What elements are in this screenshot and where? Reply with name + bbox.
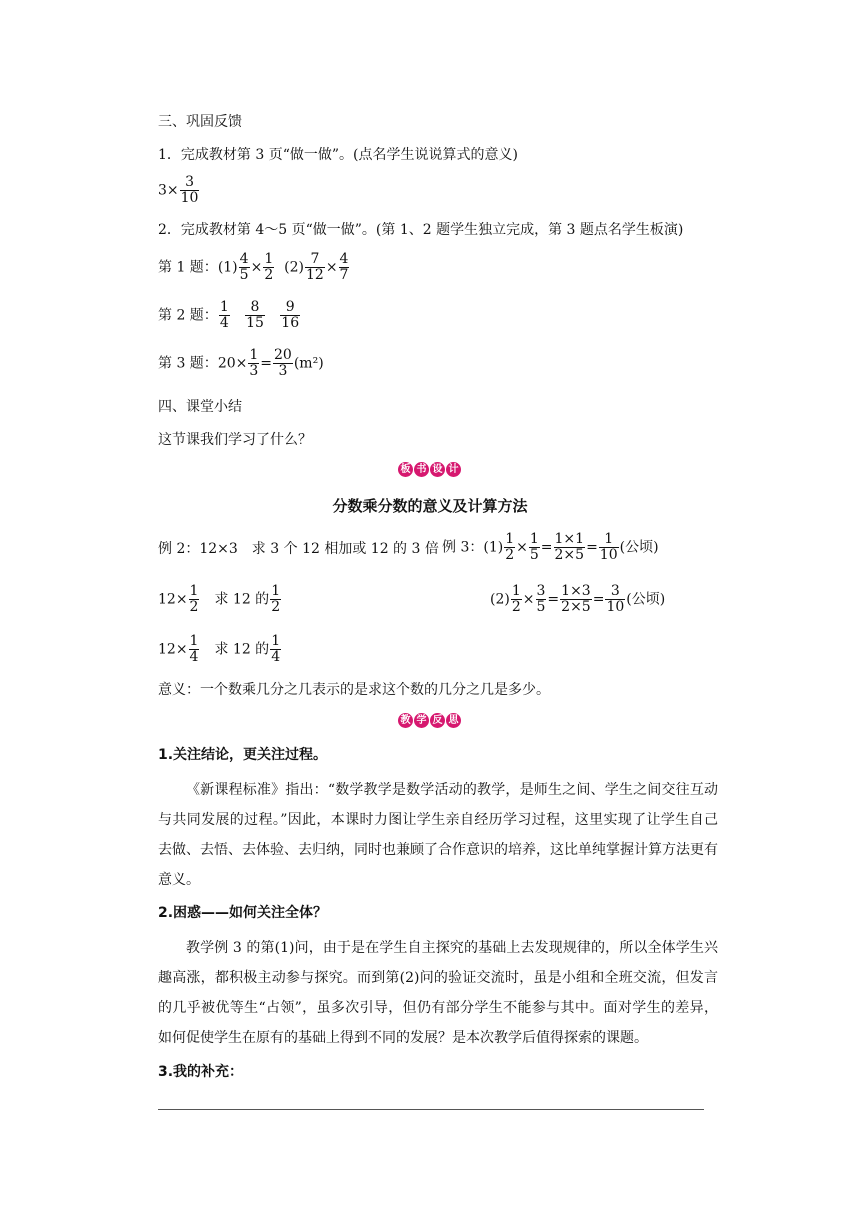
reflection-paragraph-2: 教学例 3 的第(1)问，由于是在学生自主探究的基础上去发现规律的，所以全体学生兴趣高涨，都积极主动参与探究。而到第(2)问的验证交流时，虽是小组和全班交流，但发言的几乎被优等生“占领”，虽多次引导，但仍有部分学生不能参与其中。面对学生的差异，如何促使学生在原有的基础上得到不同的发展？是本次教学后值得探索的课题。 bbox=[158, 940, 718, 1046]
section-heading-4: 四、课堂小结 bbox=[158, 399, 242, 415]
unit: (公顷) bbox=[626, 591, 666, 608]
teaching-reflection-badge bbox=[398, 713, 461, 728]
denominator: 2 bbox=[511, 599, 521, 615]
numerator: 1 bbox=[505, 531, 515, 547]
denominator: 2 bbox=[271, 599, 281, 615]
reflection-heading-1: 1.关注结论，更关注过程。 bbox=[158, 747, 328, 763]
example-label: 例 3：(1) bbox=[442, 539, 504, 556]
denominator: 2 bbox=[264, 267, 274, 283]
fraction bbox=[189, 634, 200, 665]
fraction bbox=[273, 348, 293, 379]
fraction bbox=[270, 634, 281, 665]
exercise-1-answer bbox=[158, 175, 200, 206]
badge-char: 学 bbox=[414, 713, 429, 728]
fraction bbox=[560, 584, 592, 615]
numerator: 20 bbox=[274, 347, 292, 363]
numerator: 1 bbox=[599, 532, 619, 548]
denominator: 10 bbox=[180, 190, 199, 206]
board-design-badge bbox=[398, 462, 461, 477]
times-sign: × bbox=[325, 259, 338, 276]
fraction bbox=[245, 300, 265, 331]
fraction bbox=[536, 584, 547, 615]
numerator: 1 bbox=[511, 583, 521, 599]
fraction bbox=[339, 252, 350, 283]
fraction bbox=[263, 252, 274, 283]
reflection-heading-2: 2.困惑——如何关注全体？ bbox=[158, 905, 328, 921]
badge-char: 书 bbox=[414, 462, 429, 477]
reflection-paragraph-1: 《新课程标准》指出：“数学教学是数学活动的教学，是师生之间、学生之间交往互动与共同发展的过程。”因此，本课时力图让学生亲自经历学习过程，这里实现了让学生自己去做、去悟、去体验、去归纳，同时也兼顾了合作意识的培养，这比单纯掌握计算方法更有意义。 bbox=[158, 782, 718, 888]
fraction bbox=[599, 532, 619, 563]
badge-char: 反 bbox=[430, 713, 445, 728]
section-heading-3: 三、巩固反馈 bbox=[158, 114, 242, 130]
exercise-2-text: 2．完成教材第 4～5 页“做一做”。(第 1、2 题学生独立完成，第 3 题点名学生板演) bbox=[158, 222, 684, 238]
fraction bbox=[511, 584, 522, 615]
board-example-3-2: (2) $\frac{1}{2}$ × $\frac{3}{5}$ = $\frac{1\times 3}{2\times 5}$ = $\frac{3}{10}$ (公顷) bbox=[490, 583, 666, 615]
denominator: 16 bbox=[281, 315, 300, 331]
denominator: 4 bbox=[189, 649, 199, 665]
denominator: 7 bbox=[339, 267, 349, 283]
fraction bbox=[529, 532, 540, 563]
board-example-2: 例 2：12×3 求 3 个 12 相加或 12 的 3 倍 bbox=[158, 541, 439, 557]
fraction bbox=[239, 252, 250, 283]
badge-char: 教 bbox=[398, 713, 413, 728]
answer-prefix: 3× bbox=[158, 182, 179, 199]
numerator: 3 bbox=[536, 583, 546, 599]
denominator: 2 bbox=[189, 599, 199, 615]
board-row-half bbox=[158, 584, 282, 615]
fraction bbox=[270, 584, 281, 615]
expression-prefix: 20× bbox=[217, 355, 248, 372]
equals-sign: = bbox=[260, 355, 273, 372]
denominator: 15 bbox=[246, 315, 264, 331]
numerator: 3 bbox=[605, 584, 625, 600]
denominator: 5 bbox=[536, 599, 546, 615]
numerator: 3 bbox=[180, 175, 200, 191]
answer-line bbox=[158, 1109, 704, 1110]
numerator: 8 bbox=[245, 300, 265, 316]
denominator: 4 bbox=[271, 649, 281, 665]
question-label: 第 3 题： bbox=[158, 355, 218, 372]
numerator: 1 bbox=[264, 251, 274, 267]
numerator: 1 bbox=[271, 583, 281, 599]
denominator: 12 bbox=[305, 267, 324, 283]
exercise-1-text: 1．完成教材第 3 页“做一做”。(点名学生说说算式的意义) bbox=[158, 147, 518, 163]
denominator: 5 bbox=[239, 267, 249, 283]
numerator: 1 bbox=[189, 583, 199, 599]
unit: (m²) bbox=[293, 355, 324, 372]
question-2 bbox=[158, 300, 301, 331]
denominator: 10 bbox=[606, 599, 625, 615]
example-label: (2) bbox=[490, 591, 510, 608]
numerator: 1×3 bbox=[561, 583, 591, 599]
question-3 bbox=[158, 348, 324, 379]
denominator: 2×5 bbox=[561, 599, 591, 615]
badge-char: 计 bbox=[446, 462, 461, 477]
numerator: 1×1 bbox=[554, 531, 585, 547]
numerator: 9 bbox=[280, 300, 300, 316]
expression-prefix: 12× bbox=[158, 641, 188, 658]
meaning-text: 求 12 的 bbox=[200, 591, 270, 608]
denominator: 3 bbox=[278, 363, 288, 379]
denominator: 2 bbox=[505, 547, 515, 563]
numerator: 1 bbox=[219, 299, 229, 315]
fraction bbox=[280, 300, 300, 331]
unit: (公顷) bbox=[619, 539, 659, 556]
board-meaning: 意义：一个数乘几分之几表示的是求这个数的几分之几是多少。 bbox=[158, 682, 550, 698]
expression-prefix: 12× bbox=[158, 591, 188, 608]
meaning-text: 求 12 的 bbox=[200, 641, 270, 658]
question-label: 第 2 题： bbox=[158, 307, 218, 324]
numerator: 7 bbox=[305, 252, 325, 268]
fraction bbox=[504, 532, 515, 563]
fraction bbox=[305, 252, 325, 283]
fraction bbox=[219, 300, 230, 331]
reflection-heading-3: 3.我的补充： bbox=[158, 1064, 244, 1080]
question-label: 第 1 题： bbox=[158, 259, 218, 276]
board-row-quarter bbox=[158, 634, 282, 665]
fraction bbox=[189, 584, 200, 615]
part-label: (1) bbox=[217, 259, 238, 276]
badge-char: 设 bbox=[430, 462, 445, 477]
part-label: (2) bbox=[284, 259, 304, 276]
denominator: 10 bbox=[599, 547, 618, 563]
question-1 bbox=[158, 252, 350, 283]
board-example-3-1: 例 3：(1) $\frac{1}{2}$ × $\frac{1}{5}$ = $\frac{1\times 1}{2\times 5}$ = $\frac{1}{10}$ (公顷) bbox=[442, 531, 659, 563]
numerator: 1 bbox=[271, 633, 281, 649]
summary-question: 这节课我们学习了什么？ bbox=[158, 432, 312, 448]
board-title: 分数乘分数的意义及计算方法 bbox=[332, 497, 528, 515]
numerator: 1 bbox=[189, 633, 199, 649]
fraction bbox=[180, 175, 200, 206]
denominator: 4 bbox=[219, 315, 229, 331]
times-sign: × bbox=[250, 259, 263, 276]
fraction bbox=[248, 348, 259, 379]
fraction bbox=[605, 584, 625, 615]
badge-char: 思 bbox=[446, 713, 461, 728]
numerator: 1 bbox=[249, 347, 259, 363]
numerator: 1 bbox=[529, 531, 539, 547]
numerator: 4 bbox=[339, 251, 349, 267]
numerator: 4 bbox=[239, 251, 249, 267]
denominator: 2×5 bbox=[554, 547, 585, 563]
denominator: 5 bbox=[529, 547, 539, 563]
badge-char: 板 bbox=[398, 462, 413, 477]
denominator: 3 bbox=[249, 363, 259, 379]
fraction bbox=[554, 532, 586, 563]
